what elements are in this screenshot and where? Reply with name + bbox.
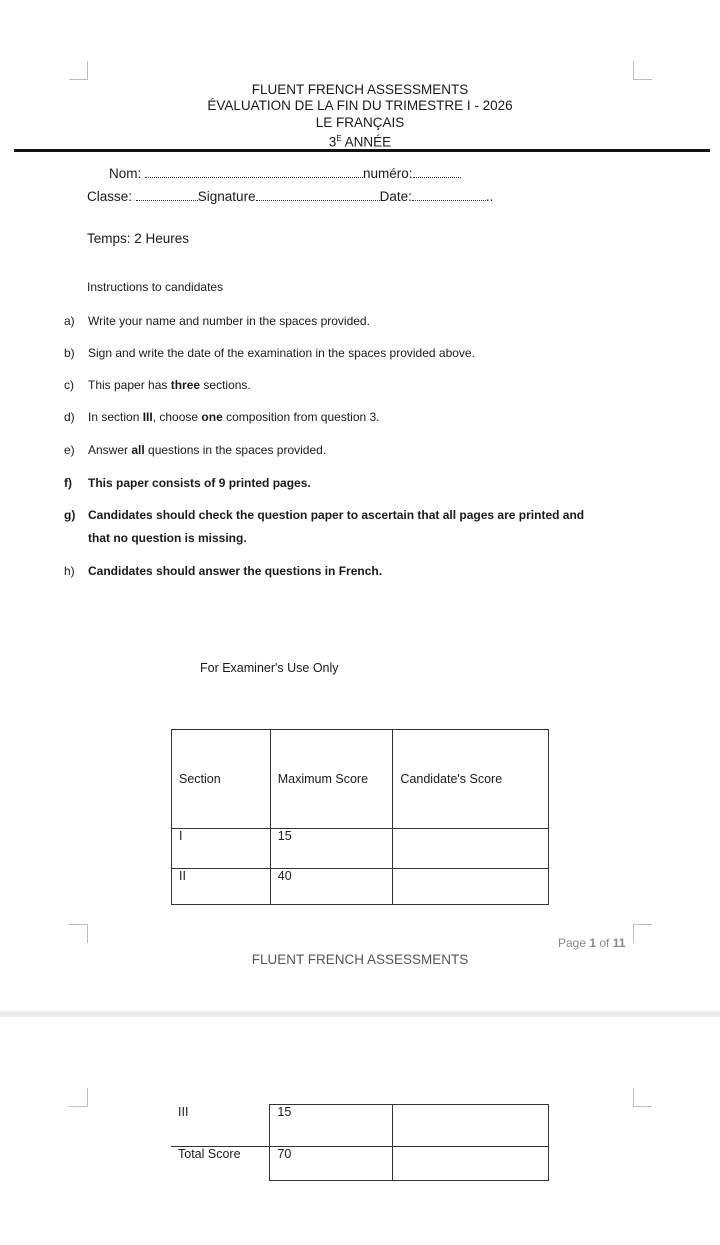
crop-mark-top-right xyxy=(633,61,652,80)
candidate-score-cell[interactable] xyxy=(393,1147,549,1181)
table-row: II 40 xyxy=(172,869,549,905)
date-trail: .. xyxy=(485,189,494,204)
crop-mark-bottom-right xyxy=(633,924,652,943)
score-table-continued xyxy=(171,1104,549,1181)
grade-number: 3 xyxy=(328,134,337,150)
crop-mark-top-left xyxy=(69,61,88,80)
table-row: III 15 xyxy=(171,1105,549,1147)
grade-superscript: E xyxy=(336,134,342,143)
numero-label: numéro: xyxy=(363,166,413,181)
header-subject: LE FRANÇAIS xyxy=(315,115,405,130)
header-max-score: Maximum Score xyxy=(270,730,393,829)
grade-word: ANNÉE xyxy=(344,134,392,150)
examiner-use-title: For Examiner's Use Only xyxy=(200,661,339,675)
header-organization: FLUENT FRENCH ASSESSMENTS xyxy=(251,82,469,97)
header-candidate-score: Candidate's Score xyxy=(393,730,549,829)
page-number: Page 1 of 11 xyxy=(558,936,626,950)
numero-input-line[interactable] xyxy=(413,166,461,178)
classe-label: Classe: xyxy=(87,189,133,204)
header-section: Section xyxy=(172,730,271,829)
crop-mark-bottom-left xyxy=(69,924,88,943)
footer-brand: FLUENT FRENCH ASSESSMENTS xyxy=(251,952,469,967)
exam-duration: Temps: 2 Heures xyxy=(87,231,190,246)
signature-label: Signature xyxy=(197,189,256,204)
candidate-score-cell[interactable] xyxy=(393,829,549,869)
table-header-row xyxy=(172,730,549,829)
header-grade xyxy=(0,131,720,150)
score-table xyxy=(171,729,549,905)
crop-mark-top-right xyxy=(633,1088,652,1107)
table-row: I 15 xyxy=(172,829,549,869)
nom-label: Nom: xyxy=(109,166,142,181)
header-exam-title: ÉVALUATION DE LA FIN DU TRIMESTRE I - 2026 xyxy=(207,98,513,113)
date-label: Date: xyxy=(379,189,412,204)
header-rule xyxy=(14,149,710,152)
candidate-score-cell[interactable] xyxy=(393,1105,549,1147)
nom-input-line[interactable] xyxy=(145,166,363,178)
class-signature-date-row xyxy=(87,189,493,204)
signature-input-line[interactable] xyxy=(256,189,380,201)
candidate-score-cell[interactable] xyxy=(393,869,549,905)
name-number-row xyxy=(109,166,461,181)
page-separator xyxy=(0,1011,720,1017)
classe-input-line[interactable] xyxy=(136,189,198,201)
instructions-title: Instructions to candidates xyxy=(87,280,224,294)
date-input-line[interactable] xyxy=(412,189,486,201)
table-row: Total Score 70 xyxy=(171,1147,549,1181)
crop-mark-top-left xyxy=(69,1088,88,1107)
